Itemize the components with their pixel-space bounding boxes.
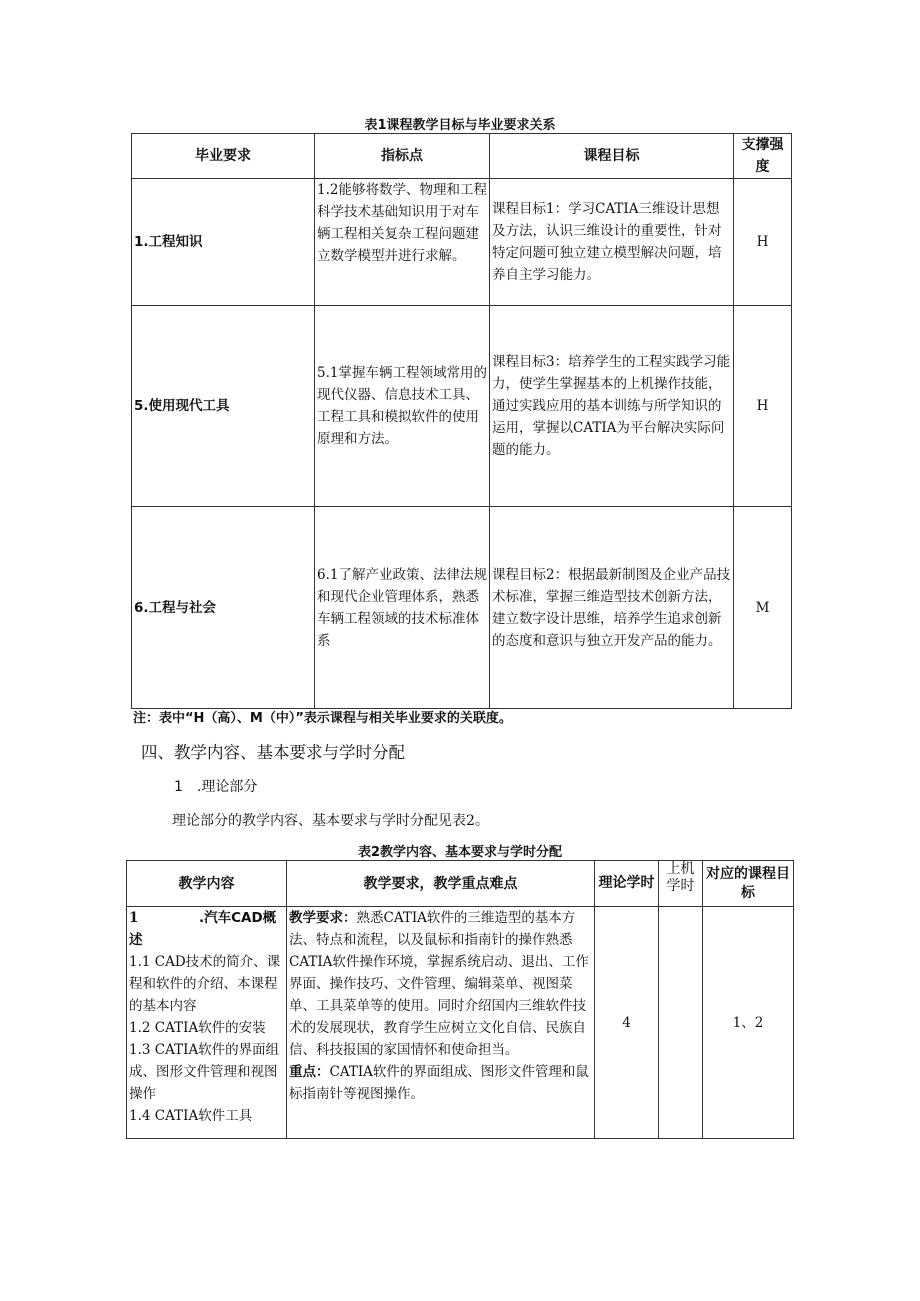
strength-cell: H [734, 179, 792, 306]
indicator-cell: 5.1掌握车辆工程领域常用的现代仪器、信息技术工具、工程工具和模拟软件的使用原理和方法。 [315, 306, 490, 507]
table1-header-objective: 课程目标 [490, 134, 734, 179]
table1-row [132, 507, 792, 709]
table2-header-requirements: 教学要求，教学重点难点 [287, 861, 595, 907]
table2-header-row [127, 861, 794, 907]
requirements-label: 教学要求： [289, 910, 357, 926]
objective-cell: 课程目标2：根据最新制图及企业产品技术标准，掌握三维造型技术创新方法，建立数字设计思维，培养学生追求创新的态度和意识与独立开发产品的能力。 [490, 507, 734, 709]
requirement-cell: 5.使用现代工具 [132, 306, 315, 507]
table2 [126, 860, 794, 1139]
module-item: 1.1 CAD技术的简介、课程和软件的介绍、本课程的基本内容 [129, 954, 281, 1014]
module-item: 1.4 CATIA软件工具 [129, 1108, 253, 1124]
section-subheading: 1 .理论部分 [174, 779, 258, 795]
strength-cell: M [734, 507, 792, 709]
section-paragraph: 理论部分的教学内容、基本要求与学时分配见表2。 [172, 813, 489, 829]
objectives-cell: 1、2 [703, 907, 794, 1139]
module-title: .汽车CAD概述 [129, 910, 277, 948]
table2-header-lab-hours: 上机学时 [659, 861, 703, 907]
table1-header-indicator: 指标点 [315, 134, 490, 179]
table1-header-strength: 支撑强度 [734, 134, 792, 179]
table2-header-theory-hours: 理论学时 [595, 861, 659, 907]
indicator-cell: 1.2能够将数学、物理和工程科学技术基础知识用于对车辆工程相关复杂工程问题建立数学模型并进行求解。 [315, 179, 490, 306]
module-item: 1.2 CATIA软件的安装 [129, 1020, 266, 1036]
table2-header-objectives: 对应的课程目标 [703, 861, 794, 907]
module-heading [129, 907, 284, 951]
table1-note: 注：表中“H（高）、M（中）”表示课程与相关毕业要求的关联度。 [133, 711, 512, 726]
table2-header-content: 教学内容 [127, 861, 287, 907]
lab-hours-cell [659, 907, 703, 1139]
objective-cell: 课程目标3：培养学生的工程实践学习能力，使学生掌握基本的上机操作技能，通过实践应用的基本训练与所学知识的运用，掌握以CATIA为平台解决实际问题的能力。 [490, 306, 734, 507]
section-heading: 四、教学内容、基本要求与学时分配 [141, 743, 405, 762]
indicator-cell: 6.1了解产业政策、法律法规和现代企业管理体系，熟悉车辆工程领域的技术标准体系 [315, 507, 490, 709]
table1 [131, 133, 792, 709]
table2-row [127, 907, 794, 1139]
strength-cell: H [734, 306, 792, 507]
requirements-cell [287, 907, 595, 1139]
table1-caption: 表1课程教学目标与毕业要求关系 [364, 118, 556, 133]
objective-cell: 课程目标1：学习CATIA三维设计思想及方法，认识三维设计的重要性，针对特定问题可独立建立模型解决问题，培养自主学习能力。 [490, 179, 734, 306]
module-number: 1 [129, 910, 139, 926]
theory-hours-cell: 4 [595, 907, 659, 1139]
table2-caption: 表2教学内容、基本要求与学时分配 [357, 845, 563, 860]
content-cell [127, 907, 287, 1139]
table1-row [132, 306, 792, 507]
key-points-label: 重点： [289, 1064, 330, 1080]
table1-header-row [132, 134, 792, 179]
table1-row [132, 179, 792, 306]
module-item: 1.3 CATIA软件的界面组成、图形文件管理和视图操作 [129, 1042, 280, 1102]
requirements-text: 熟悉CATIA软件的三维造型的基本方法、特点和流程，以及鼠标和指南针的操作熟悉CATIA软件操作环境，掌握系统启动、退出、工作界面、操作技巧、文件管理、编辑菜单、视图菜单、工具菜单等的使用。同时介绍国内三维软件技术的发展现状，教育学生应树立文化自信、民族自信、科技报国的家国情怀和使命担当。 [289, 910, 589, 1058]
table1-header-requirement: 毕业要求 [132, 134, 315, 179]
key-points [289, 1061, 592, 1105]
requirement-cell: 1.工程知识 [132, 179, 315, 306]
requirement-cell: 6.工程与社会 [132, 507, 315, 709]
key-points-text: CATIA软件的界面组成、图形文件管理和鼠标指南针等视图操作。 [289, 1064, 589, 1102]
